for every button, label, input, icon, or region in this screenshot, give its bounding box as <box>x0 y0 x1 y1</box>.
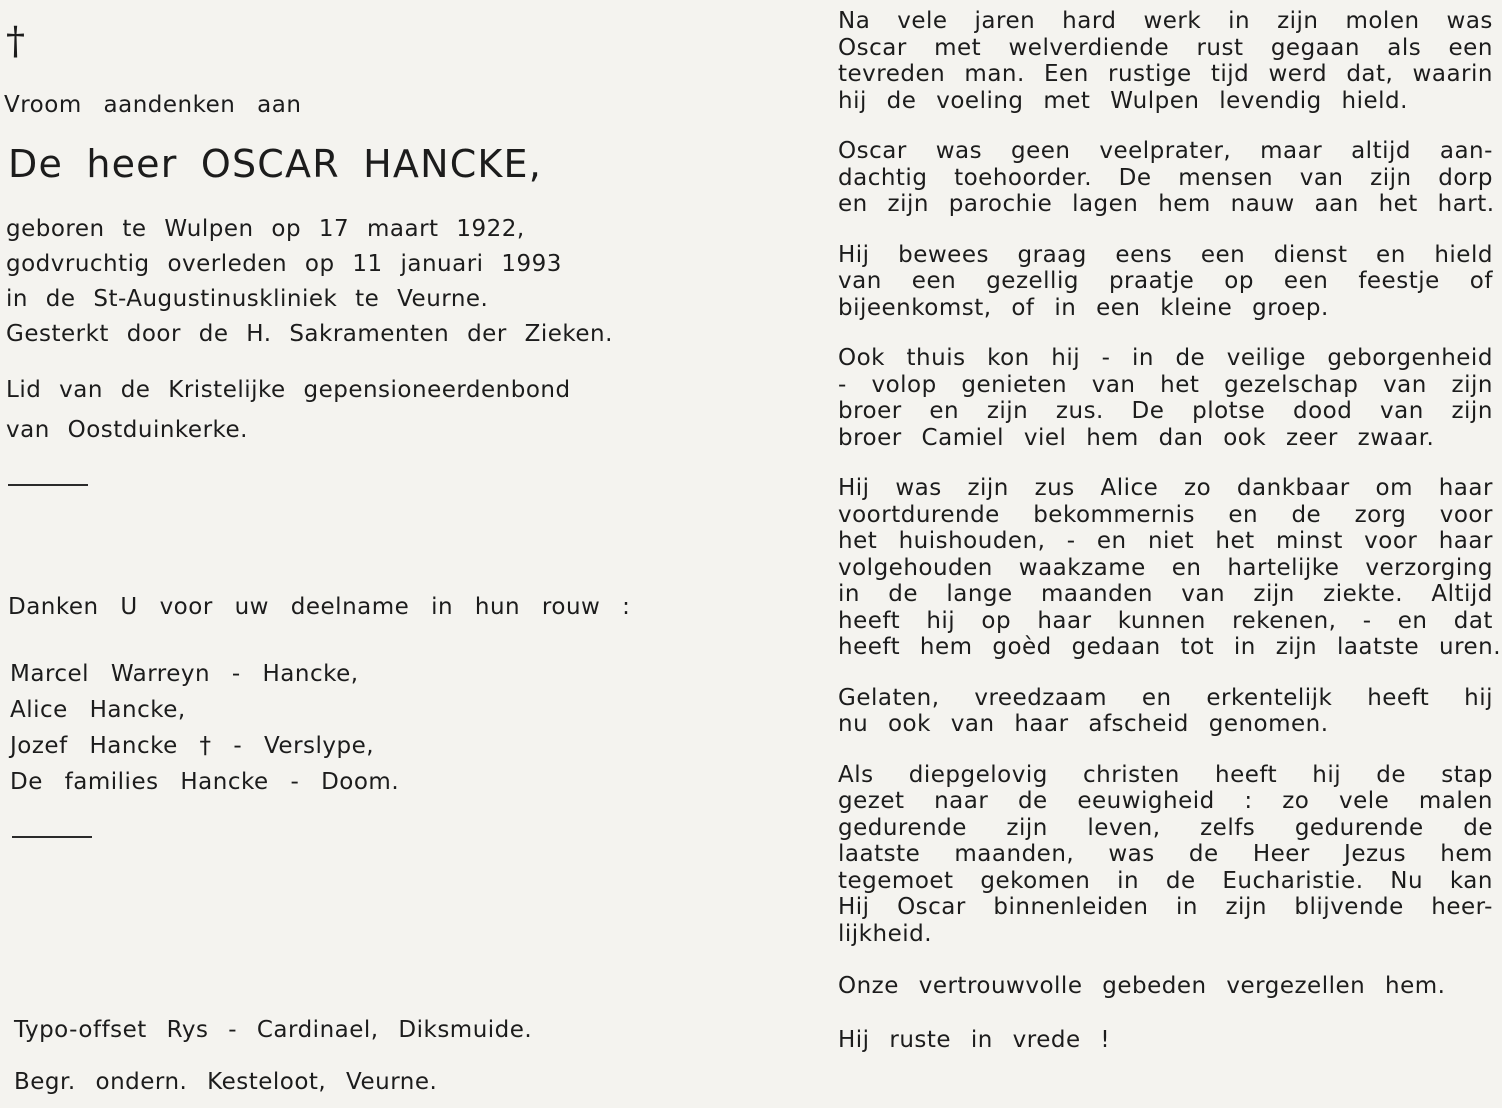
tribute-line: gedurende zijn leven, zelfs gedurende de <box>838 814 1493 841</box>
tribute-line: Onze vertrouwvolle gebeden vergezellen hem. <box>838 973 1446 999</box>
tribute-line: tegemoet gekomen in de Eucharistie. Nu kan <box>838 867 1493 894</box>
membership <box>6 370 656 450</box>
biography <box>6 212 656 352</box>
tribute-line: broer Camiel viel hem dan ook zeer zwaar. <box>838 424 1435 451</box>
tribute-line: Na vele jaren hard werk in zijn molen was <box>838 8 1493 34</box>
tribute-line: dachtig toehoorder. De mensen van zijn dorp <box>838 164 1493 191</box>
tribute-paragraph <box>838 685 1493 738</box>
member-line: van Oostduinkerke. <box>6 417 248 443</box>
tribute-line: heeft hem goèd gedaan tot in zijn laatste uren. <box>838 634 1502 660</box>
tribute-line: Hij bewees graag eens een dienst en hield <box>838 241 1493 268</box>
divider <box>12 836 92 838</box>
family-line: Marcel Warreyn - Hancke, <box>10 661 359 687</box>
cross-symbol: † <box>6 19 25 63</box>
tribute-line: van een gezellig praatje op een feestje of <box>838 268 1493 294</box>
tribute-line: broer en zijn zus. De plotse dood van zijn <box>838 398 1493 424</box>
tribute-line: tevreden man. Een rustige tijd werd dat, waarin <box>838 61 1493 87</box>
family-line: De families Hancke - Doom. <box>10 769 400 795</box>
tribute-line: volgehouden waakzame en hartelijke verzorging <box>838 554 1493 581</box>
tribute-line: Als diepgelovig christen heeft hij de stap <box>838 761 1493 788</box>
tribute-line: heeft hij op haar kunnen rekenen, - en dat <box>838 607 1493 634</box>
tribute-paragraph <box>838 1025 1493 1055</box>
tribute-line: gezet naar de eeuwigheid : zo vele malen <box>838 788 1493 814</box>
printer-line: Begr. ondern. Kesteloot, Veurne. <box>14 1069 438 1095</box>
tribute-line: Oscar was geen veelprater, maar altijd aan- <box>838 138 1493 164</box>
tribute-paragraph <box>838 242 1493 322</box>
bio-line: geboren te Wulpen op 17 maart 1922, <box>6 216 525 242</box>
tribute-line: Hij ruste in vrede ! <box>838 1027 1111 1053</box>
tribute-line: en zijn parochie lagen hem nauw aan het hart. <box>838 191 1495 217</box>
printer-credits <box>14 1004 532 1108</box>
tribute-line: het huishouden, - en niet het minst voor haar <box>838 528 1493 554</box>
tribute-line: Gelaten, vreedzaam en erkentelijk heeft hij <box>838 684 1493 711</box>
family-list <box>10 656 399 800</box>
member-line: Lid van de Kristelijke gepensioneerdenbond <box>6 377 571 403</box>
tribute-line: hij de voeling met Wulpen levendig hield. <box>838 87 1408 114</box>
tribute-paragraph <box>838 345 1493 451</box>
tribute-text <box>838 8 1502 1079</box>
bio-line: in de St-Augustinuskliniek te Veurne. <box>6 286 489 312</box>
tribute-paragraph <box>838 475 1502 661</box>
divider <box>8 484 88 486</box>
tribute-line: - volop genieten van het gezelschap van zijn <box>838 371 1493 398</box>
family-line: Alice Hancke, <box>10 697 186 723</box>
bio-line: Gesterkt door de H. Sakramenten der Zieken. <box>6 321 613 347</box>
tribute-line: Hij Oscar binnenleiden in zijn blijvende heer- <box>838 894 1493 920</box>
bio-line: godvruchtig overleden op 11 januari 1993 <box>6 251 562 277</box>
tribute-paragraph <box>838 138 1493 218</box>
tribute-line: voortdurende bekommernis en de zorg voor <box>838 501 1493 528</box>
tribute-paragraph <box>838 971 1493 1001</box>
tribute-line: Oscar met welverdiende rust gegaan als een <box>838 34 1493 61</box>
tribute-line: lijkheid. <box>838 920 933 947</box>
tribute-line: nu ook van haar afscheid genomen. <box>838 711 1329 737</box>
deceased-name: De heer OSCAR HANCKE, <box>8 142 543 186</box>
tribute-line: Hij was zijn zus Alice zo dankbaar om haar <box>838 475 1493 501</box>
intro-text: Vroom aandenken aan <box>4 92 302 118</box>
thanks-text: Danken U voor uw deelname in hun rouw : <box>8 594 631 620</box>
tribute-line: in de lange maanden van zijn ziekte. Altijd <box>838 581 1493 607</box>
tribute-line: laatste maanden, was de Heer Jezus hem <box>838 841 1493 867</box>
tribute-paragraph <box>838 8 1493 114</box>
family-line: Jozef Hancke † - Verslype, <box>10 733 375 759</box>
tribute-paragraph <box>838 762 1493 948</box>
tribute-line: Ook thuis kon hij - in de veilige geborgenheid <box>838 345 1493 371</box>
tribute-line: bijeenkomst, of in een kleine groep. <box>838 294 1329 321</box>
printer-line: Typo-offset Rys - Cardinael, Diksmuide. <box>14 1017 533 1043</box>
